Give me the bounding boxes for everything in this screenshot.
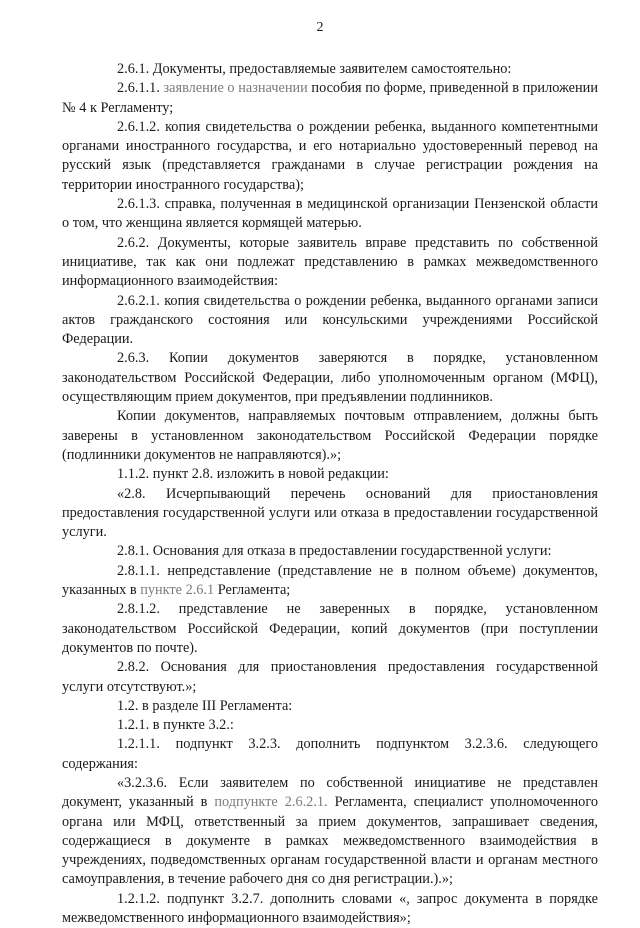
paragraph-2-8-1-1: 2.8.1.1. непредставление (представление не в полном объеме) документов, указанных в пункте 2.6.1 Регламента; (62, 562, 598, 599)
paragraph-1-1-2: 1.1.2. пункт 2.8. изложить в новой редакции: (117, 466, 389, 483)
paragraph-2-6-3: 2.6.3. Копии документов заверяются в порядке, установленном законодательством Российской Федерации, либо уполномоченным органом (МФЦ), осуществляющим прием документов, при предъявлении подлинников. (62, 350, 598, 406)
link-clause-2-6-1[interactable]: пункте 2.6.1 (140, 582, 215, 599)
paragraph-1-2-1-1: 1.2.1.1. подпункт 3.2.3. дополнить подпунктом 3.2.3.6. следующего содержания: (62, 736, 598, 772)
paragraph-3-2-3-6: «3.2.3.6. Если заявителем по собственной инициативе не представлен документ, указанный в подпункте 2.6.2.1. Регламента, специалист уполномоченного органа или МФЦ, ответственный за прием документов, запрашивает сведения, содержащиеся в документе в рамках межведомственного взаимодействия в учреждениях, подведомственных органам государственной власти и органам местного самоуправления, в течение рабочего дня со дня регистрации.).»; (62, 774, 598, 888)
paragraph-2-8-2: 2.8.2. Основания для приостановления предоставления государственной услуги отсутствуют.»; (62, 659, 598, 695)
paragraph-2-8-1-2: 2.8.1.2. представление не заверенных в порядке, установленном законодательством Российской Федерации, копий документов (при поступлении документов по почте). (62, 601, 598, 656)
link-subclause-2-6-2-1[interactable]: подпункте 2.6.2.1. (214, 794, 328, 811)
paragraph-1-2-1-2: 1.2.1.2. подпункт 3.2.7. дополнить словами «, запрос документа в порядке межведомственного информационного взаимодействия»; (62, 890, 598, 927)
paragraph-copies-mail: Копии документов, направляемых почтовым отправлением, должны быть заверены в установленном законодательством Российской Федерации порядке (подлинники документов не направляются).»; (62, 408, 598, 463)
paragraph-2-6-1-2: 2.6.1.2. копия свидетельства о рождении ребенка, выданного компетентными органами иностранного государства, и его нотариально удостоверенный перевод на русский язык (представляется гражданами в случае регистрации рождения на территории иностранного государства); (62, 118, 598, 193)
document-body (62, 60, 598, 928)
paragraph-2-6-1-1: 2.6.1.1. заявление о назначении пособия по форме, приведенной в приложении № 4 к Регламенту; (62, 80, 598, 116)
page-number: 2 (316, 20, 324, 35)
paragraph-2-6-1: 2.6.1. Документы, предоставляемые заявителем самостоятельно: (117, 61, 512, 77)
paragraph-2-6-2-1: 2.6.2.1. копия свидетельства о рождении ребенка, выданного органами записи актов гражданского состояния или консульскими учреждениями Российской Федерации. (62, 292, 598, 348)
paragraph-1-2-1: 1.2.1. в пункте 3.2.: (117, 717, 234, 734)
paragraph-1-2: 1.2. в разделе III Регламента: (117, 697, 293, 714)
paragraph-2-8-1: 2.8.1. Основания для отказа в предоставлении государственной услуги: (117, 543, 552, 560)
paragraph-2-6-2: 2.6.2. Документы, которые заявитель вправе представить по собственной инициативе, так как они подлежат представлению в рамках межведомственного информационного взаимодействия: (62, 234, 598, 290)
link-application[interactable]: заявление о назначении (163, 80, 308, 97)
paragraph-2-6-1-3: 2.6.1.3. справка, полученная в медицинской организации Пензенской области о том, что женщина является кормящей матерью. (62, 196, 598, 232)
paragraph-2-8: «2.8. Исчерпывающий перечень оснований для приостановления предоставления государственной услуги или отказа в предоставлении государственной услуги. (62, 485, 598, 541)
